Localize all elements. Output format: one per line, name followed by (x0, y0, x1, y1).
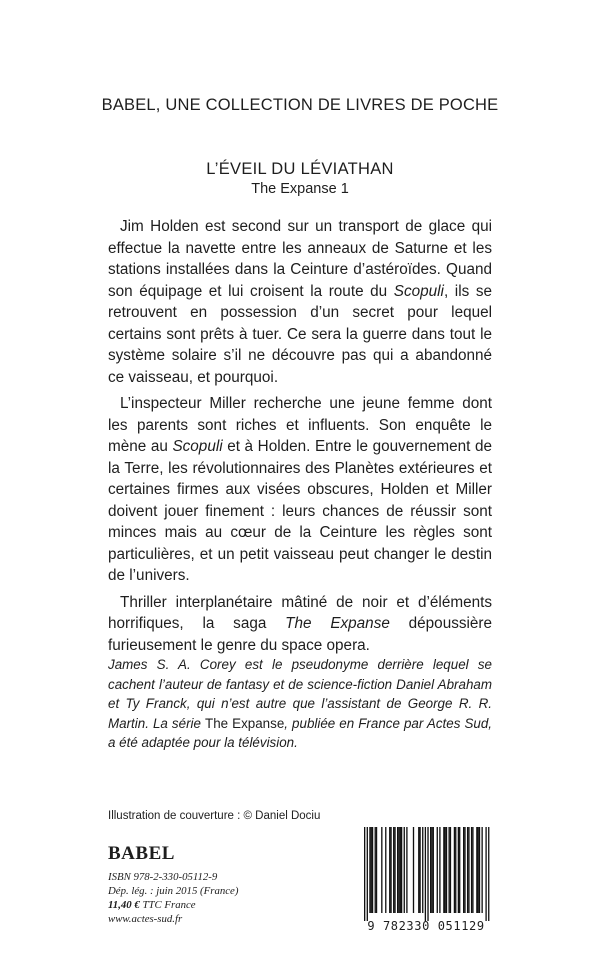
summary-paragraph-2 (108, 393, 492, 587)
barcode-bar (400, 827, 401, 913)
barcode-bar (468, 827, 469, 913)
website: www.actes-sud.fr (108, 913, 183, 925)
barcode-bar (472, 827, 473, 913)
barcode-guard-bar (367, 827, 368, 921)
barcode-bar (430, 827, 431, 913)
summary-paragraph-1 (108, 216, 492, 388)
barcode-bar (385, 827, 386, 913)
barcode-bar (437, 827, 438, 913)
barcode-bar (446, 827, 447, 913)
barcode-bar (397, 827, 398, 913)
barcode-bar (381, 827, 382, 913)
barcode-bar (445, 827, 446, 913)
summary-p3-b: dépoussière furieusement le genre du space opera. (108, 615, 493, 654)
barcode-bar (369, 827, 370, 913)
summary-p1-b: , ils se retrouvent en possession d’un secret pour lequel certains sont prêts à tuer. Ce sera la guerre dans tout le système solaire s’il ne découvre pas qui a abandonné ce vaisseau, et pourquoi. (108, 282, 492, 386)
barcode-guard-bar (425, 827, 426, 921)
barcode-bar (393, 827, 394, 913)
barcode-bar (376, 827, 377, 913)
ship-name: Scopuli (393, 282, 444, 300)
isbn: ISBN 978-2-330-05112-9 (108, 871, 218, 883)
barcode-bar (401, 827, 402, 913)
title-block (0, 160, 600, 197)
summary-p2-b: et à Holden. Entre le gouvernement de la Terre, les révolutionnaires des Planètes extérieures et certaines firmes aux visées obscures, Holden et Miller doivent jouer finement : leurs chances de réussir sont minces mais au cœur de la Ceinture les règles sont particulières, et un petit vaisseau peut changer le destin de l’univers. (108, 438, 492, 584)
barcode-bar (467, 827, 468, 913)
book-title: L’ÉVEIL DU LÉVIATHAN (206, 160, 394, 178)
ship-name: Scopuli (172, 438, 223, 455)
barcode-bar (476, 827, 477, 913)
barcode-bar (459, 827, 460, 913)
barcode-bar (455, 827, 456, 913)
summary-p2-a: L’inspecteur Miller recherche une jeune femme dont les parents sont riches et influents. Son enquête le mène au (108, 395, 492, 455)
barcode-guard-bar (488, 827, 489, 921)
barcode-digits: 9 782330 051129 (367, 919, 485, 933)
barcode-bar (418, 827, 419, 913)
barcode-bar (419, 827, 420, 913)
barcode-bar (481, 827, 482, 913)
barcode-bar (431, 827, 432, 913)
barcode-bar (458, 827, 459, 913)
summary-paragraph-3 (108, 592, 492, 657)
price: 11,40 € (108, 899, 140, 911)
book-series: The Expanse 1 (251, 181, 349, 197)
barcode-bar (454, 827, 455, 913)
barcode-bar (372, 827, 373, 913)
barcode-bar (394, 827, 395, 913)
barcode-bar (464, 827, 465, 913)
cover-credit: Illustration de couverture : © Daniel Dociu (108, 810, 321, 822)
barcode-bar (479, 827, 480, 913)
barcode-bar (433, 827, 434, 913)
barcode-bar (389, 827, 390, 913)
barcode-bar (448, 827, 449, 913)
barcode (358, 825, 494, 937)
barcode-guard-bar (485, 827, 486, 921)
series-name: The Expanse (285, 615, 390, 632)
summary-p3-a: Thriller interplanétaire mâtiné de noir et d’éléments horrifiques, la saga (108, 593, 492, 632)
publisher-logo: BABEL (108, 843, 175, 864)
barcode-bar (371, 827, 372, 913)
barcode-bar (375, 827, 376, 913)
barcode-guard-bar (427, 827, 428, 921)
price-line (108, 898, 238, 912)
bio-series-name: The Expanse (205, 715, 285, 731)
barcode-bars (358, 825, 494, 921)
price-suffix: TTC France (139, 899, 196, 911)
barcode-bar (439, 827, 440, 913)
barcode-bar (390, 827, 391, 913)
barcode-bar (450, 827, 451, 913)
barcode-bar (406, 827, 407, 913)
bio-b: , publiée en France par Actes Sud, a été adaptée pour la télévision. (108, 715, 492, 750)
depot-legal: Dép. lég. : juin 2015 (France) (108, 885, 239, 897)
barcode-bar (422, 827, 423, 913)
barcode-bar (404, 827, 405, 913)
summary-text (108, 216, 492, 656)
summary-p1-a: Jim Holden est second sur un transport de glace qui effectue la navette entre les anneaux de Saturne et les stations installées dans la Ceinture d’astéroïdes. Quand son équipage et lui croisent la route du (108, 218, 492, 300)
barcode-bar (398, 827, 399, 913)
barcode-bar (413, 827, 414, 913)
bio-a: James S. A. Corey est le pseudonyme derrière lequel se cachent l’auteur de fantasy et de science-fiction Daniel Abraham et Ty Franck, qui n’est autre que l’assistant de George R. R. Martin. La série (108, 657, 492, 731)
legal-info (108, 870, 238, 926)
barcode-bar (463, 827, 464, 913)
barcode-bar (478, 827, 479, 913)
barcode-bar (443, 827, 444, 913)
barcode-bar (471, 827, 472, 913)
author-bio (108, 655, 492, 753)
barcode-guard-bar (364, 827, 365, 921)
collection-line: BABEL, UNE COLLECTION DE LIVRES DE POCHE (101, 96, 499, 114)
